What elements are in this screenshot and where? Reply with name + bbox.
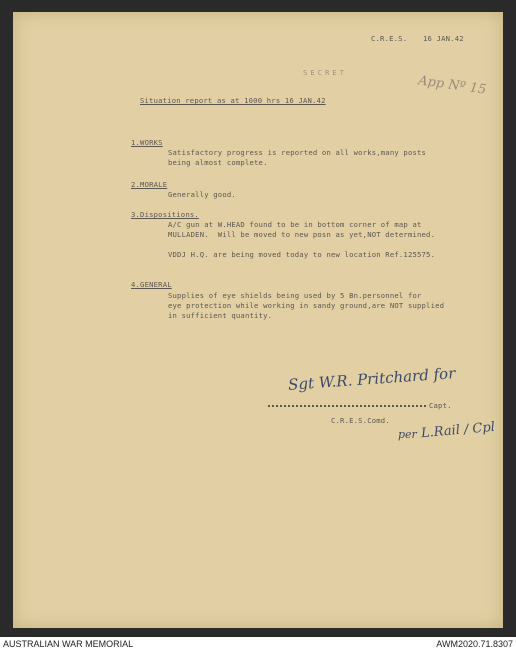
- signature-office: C.R.E.S.Comd.: [331, 416, 390, 425]
- signature-dotted-line: [268, 405, 426, 407]
- section-line: A/C gun at W.HEAD found to be in bottom corner of map at: [168, 220, 422, 229]
- section-line: eye protection while working in sandy ground,are NOT supplied: [168, 301, 445, 310]
- report-title: Situation report as at 1000 hrs 16 JAN.42: [140, 96, 326, 105]
- header-ref: C.R.E.S.: [371, 34, 408, 43]
- section-line: VDDJ H.Q. are being moved today to new location Ref.125575.: [168, 250, 436, 259]
- footer-source: AUSTRALIAN WAR MEMORIAL: [3, 639, 134, 649]
- handwritten-signature: Sgt W.R. Pritchard for: [287, 364, 456, 394]
- section-heading-general: 4.GENERAL: [131, 280, 172, 289]
- per-label: per: [398, 428, 417, 441]
- signature-rank: Capt.: [429, 401, 452, 410]
- section-heading-morale: 2.MORALE: [131, 180, 168, 189]
- header-date: 16 JAN.42: [423, 34, 464, 43]
- section-heading-dispositions: 3.Dispositions.: [131, 210, 199, 219]
- section-line: Satisfactory progress is reported on all works,many posts: [168, 148, 427, 157]
- document-page: [13, 12, 503, 628]
- section-line: being almost complete.: [168, 158, 268, 167]
- section-line: in sufficient quantity.: [168, 311, 273, 320]
- classification-stamp: SECRET: [303, 68, 347, 77]
- handwritten-appendix-note: App Nº 15: [417, 73, 488, 98]
- section-line: MULLADEN. Will be moved to new posn as yet,NOT determined.: [168, 230, 436, 239]
- section-line: Supplies of eye shields being used by 5 Bn.personnel for: [168, 291, 422, 300]
- footer-accession: AWM2020.71.8307: [436, 639, 513, 649]
- section-heading-works: 1.WORKS: [131, 138, 163, 147]
- per-signature: L.Rail / Cpl: [420, 419, 496, 442]
- section-line: Generally good.: [168, 190, 236, 199]
